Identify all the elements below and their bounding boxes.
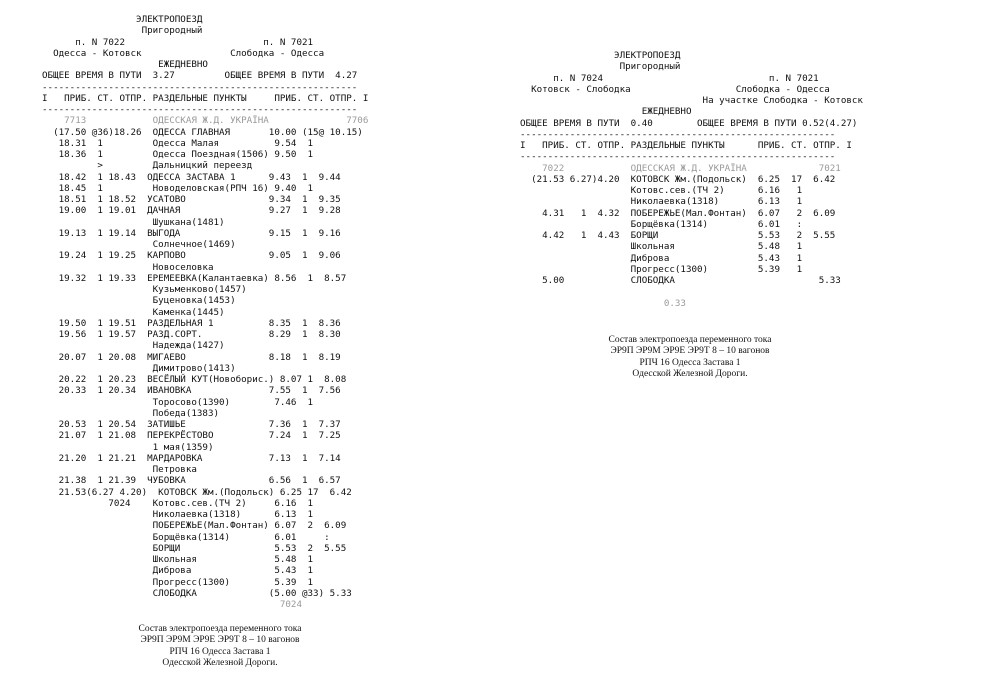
table-row: 18.36 1 Одесса Поездная(1506) 9.50 1 [42,149,314,160]
table-row: 19.56 1 19.57 РАЗД.СОРТ. 8.29 1 8.30 [42,329,341,340]
divider: --------------------------------------------------------- [520,151,836,163]
table-row: Диброва 5.43 1 [520,252,803,264]
timetable-7024-7021 [520,50,960,309]
composition-line: Состав электропоезда переменного тока [608,335,772,345]
table-row: 20.22 1 20.23 ВЕСЁЛЫЙ КУТ(Новоборис.) 8.07 1 8.08 [42,374,347,385]
table-row: Кузьменково(1457) [42,284,247,295]
composition-line: Одесской Железной Дороги. [162,658,278,669]
table-row: 18.45 1 Новоделовская(РПЧ 16) 9.40 1 [42,182,314,194]
composition-note [110,624,330,670]
schedule-frequency: ЕЖЕДНЕВНО [42,59,208,70]
table-row: 5.00 СЛОБОДКА 5.33 [520,275,841,286]
table-row: Борщёвка(1314) 6.01 : [42,531,330,543]
table-row: Школьная 5.48 1 [42,554,314,565]
table-row: Николаевка(1318) 6.13 1 [42,509,314,520]
table-row: Солнечное(1469) [42,239,236,250]
schedule-frequency: ЕЖЕДНЕВНО [520,106,692,118]
table-row: 1 мая(1359) [42,441,214,453]
timetable-7022-7021 [42,14,462,610]
column-headers: I ПРИБ. СТ. ОТПР. РАЗДЕЛЬНЫЕ ПУНКТЫ ПРИБ. СТ. ОТПР. I [42,92,369,104]
divider: --------------------------------------------------------- [520,128,836,140]
table-row: Школьная 5.48 1 [520,241,803,253]
table-row: Борщёвка(1314) 6.01 : [520,218,803,230]
table-row: 21.38 1 21.39 ЧУБОВКА 6.56 1 6.57 [42,475,341,487]
table-row: 4.31 1 4.32 ПОБЕРЕЖЬЕ(Мал.Фонтан) 6.07 2 6.09 [520,207,836,219]
railway-name-row: 7713 ОДЕССКАЯ Ж.Д. УКРАЇНА 7706 [42,115,369,127]
table-row: 19.00 1 19.01 ДАЧНАЯ 9.27 1 9.28 [42,205,341,217]
table-row: Петровка [42,464,197,475]
next-train-number: 7024 [42,599,302,610]
table-row: 7024 Котовс.сев.(ТЧ 2) 6.16 1 [42,497,314,509]
total-travel-time: ОБЩЕЕ ВРЕМЯ В ПУТИ 0.40 ОБЩЕЕ ВРЕМЯ В ПУТИ 0.52(4.27) [520,117,858,129]
table-row: Каменка(1445) [42,306,225,318]
divider: --------------------------------------------------------- [42,81,358,93]
table-row: Прогресс(1300) 5.39 1 [520,263,803,275]
composition-line: Состав электропоезда переменного тока [138,624,302,634]
header-title: ЭЛЕКТРОПОЕЗД [42,14,203,25]
table-row: 21.07 1 21.08 ПЕРЕКРЁСТОВО 7.24 1 7.25 [42,430,341,442]
table-row: > Дальницкий переезд [42,160,253,172]
table-row: Котовс.сев.(ТЧ 2) 6.16 1 [520,185,803,196]
table-row: 20.07 1 20.08 МИГАЕВО 8.18 1 8.19 [42,351,341,363]
divider: --------------------------------------------------------- [42,104,358,115]
route-section: На участке Слободка - Котовск [520,95,863,106]
composition-note [580,335,800,381]
table-row: 18.51 1 18.52 УСАТОВО 9.34 1 9.35 [42,194,341,205]
table-row: СЛОБОДКА (5.00 @33) 5.33 [42,587,352,599]
train-numbers: п. N 7024 п. N 7021 [520,72,819,84]
table-row: 20.53 1 20.54 ЗАТИШЬЕ 7.36 1 7.37 [42,419,341,430]
composition-line: ЭР9П ЭР9М ЭР9Е ЭР9Т 8 – 10 вагонов [610,346,770,357]
total-travel-time: ОБЩЕЕ ВРЕМЯ В ПУТИ 3.27 ОБЩЕЕ ВРЕМЯ В ПУТИ 4.27 [42,70,358,82]
header-title: ЭЛЕКТРОПОЕЗД [520,50,681,61]
layover-time: 0.33 [520,297,686,309]
table-row: 19.24 1 19.25 КАРПОВО 9.05 1 9.06 [42,250,341,262]
table-row: Димитрово(1413) [42,362,236,374]
train-numbers: п. N 7022 п. N 7021 [42,36,314,48]
table-row: (17.50 @36)18.26 ОДЕССА ГЛАВНАЯ 10.00 (15@ 10.15) [42,126,363,138]
table-row: 18.42 1 18.43 ОДЕССА ЗАСТАВА 1 9.43 1 9.44 [42,171,341,183]
column-headers: I ПРИБ. СТ. ОТПР. РАЗДЕЛЬНЫЕ ПУНКТЫ ПРИБ. СТ. ОТПР. I [520,140,852,151]
composition-line: ЭР9П ЭР9М ЭР9Е ЭР9Т 8 – 10 вагонов [140,635,300,646]
railway-name-row: 7022 ОДЕССКАЯ Ж.Д. УКРАЇНА 7021 [520,162,841,174]
composition-line: РПЧ 16 Одесса Застава 1 [639,357,741,368]
table-row: 18.31 1 Одесса Малая 9.54 1 [42,137,314,149]
table-row: 20.33 1 20.34 ИВАНОВКА 7.55 1 7.56 [42,385,341,397]
table-row: ПОБЕРЕЖЬЕ(Мал.Фонтан) 6.07 2 6.09 [42,520,347,532]
table-row: Шушкана(1481) [42,216,225,228]
composition-line: РПЧ 16 Одесса Застава 1 [169,646,271,657]
table-row: Торосово(1390) 7.46 1 [42,396,314,408]
table-row: 21.53(6.27 4.20) КОТОВСК Жм.(Подольск) 6.25 17 6.42 [42,486,352,498]
table-row: Новоселовка [42,261,214,273]
table-row: Прогресс(1300) 5.39 1 [42,576,314,588]
header-subtitle: Пригородный [42,25,203,37]
table-row: 4.42 1 4.43 БОРЩИ 5.53 2 5.55 [520,230,836,241]
table-row: Николаевка(1318) 6.13 1 [520,196,803,208]
table-row: 21.20 1 21.21 МАРДАРОВКА 7.13 1 7.14 [42,452,341,464]
table-row: (21.53 6.27)4.20 КОТОВСК Жм.(Подольск) 6.25 17 6.42 [520,173,836,185]
routes: Одесса - Котовск Слободка - Одесса [42,47,325,59]
table-row: БОРЩИ 5.53 2 5.55 [42,542,347,554]
table-row: Надежда(1427) [42,340,225,352]
table-row: Диброва 5.43 1 [42,565,314,577]
table-row: 19.13 1 19.14 ВЫГОДА 9.15 1 9.16 [42,227,341,239]
header-subtitle: Пригородный [520,61,681,73]
composition-line: Одесской Железной Дороги. [632,369,748,380]
table-row: Буценовка(1453) [42,295,236,307]
table-row: 19.32 1 19.33 ЕРЕМЕЕВКА(Калантаевка) 8.56 1 8.57 [42,272,347,284]
table-row: 19.50 1 19.51 РАЗДЕЛЬНАЯ 1 8.35 1 8.36 [42,317,341,329]
spacer [520,286,960,297]
table-row: Победа(1383) [42,407,220,419]
routes: Котовск - Слободка Слободка - Одесса [520,83,830,95]
